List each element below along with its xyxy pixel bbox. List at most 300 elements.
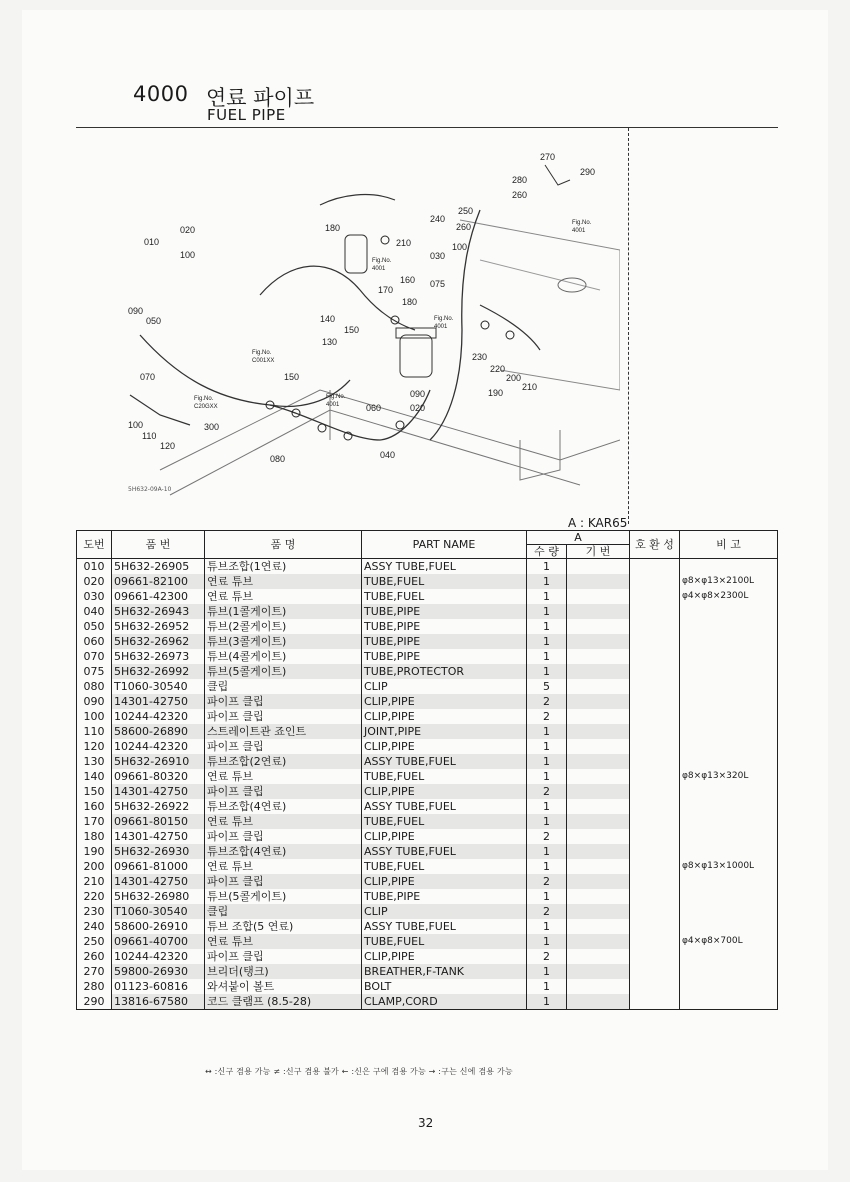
row-remarks	[680, 649, 778, 664]
row-no: 075	[77, 664, 112, 679]
section-title-ko: 연료 파이프	[206, 86, 315, 110]
row-part-no: 14301-42750	[112, 694, 205, 709]
row-part-name: BOLT	[362, 979, 527, 994]
row-part-no: 5H632-26922	[112, 799, 205, 814]
svg-text:210: 210	[396, 238, 412, 248]
row-remarks	[680, 754, 778, 769]
row-base-no	[567, 679, 630, 694]
row-compat	[630, 754, 680, 769]
row-remarks	[680, 844, 778, 859]
table-row	[77, 709, 778, 724]
row-part-no: 5H632-26930	[112, 844, 205, 859]
row-part-name: BREATHER,F-TANK	[362, 964, 527, 979]
svg-text:080: 080	[270, 454, 286, 464]
row-name-ko: 연료 튜브	[205, 814, 362, 829]
row-part-name: TUBE,FUEL	[362, 574, 527, 589]
row-remarks	[680, 559, 778, 575]
row-part-name: CLIP	[362, 904, 527, 919]
svg-text:200: 200	[506, 373, 522, 383]
compat-legend: ↔ :신구 겸용 가능 ≠ :신구 겸용 불가 ← :신은 구에 겸용 가능 → :구는 신에 겸용 가능	[205, 1067, 513, 1076]
row-part-no: 5H632-26952	[112, 619, 205, 634]
row-compat	[630, 664, 680, 679]
row-base-no	[567, 814, 630, 829]
row-name-ko: 브리더(탱크)	[205, 964, 362, 979]
row-no: 230	[77, 904, 112, 919]
row-no: 100	[77, 709, 112, 724]
row-compat	[630, 889, 680, 904]
row-part-name: TUBE,PIPE	[362, 889, 527, 904]
row-no: 140	[77, 769, 112, 784]
row-remarks	[680, 739, 778, 754]
row-part-name: CLIP,PIPE	[362, 829, 527, 844]
section-title-en: FUEL PIPE	[207, 106, 286, 124]
row-base-no	[567, 709, 630, 724]
row-part-name: CLIP,PIPE	[362, 784, 527, 799]
row-base-no	[567, 694, 630, 709]
row-base-no	[567, 874, 630, 889]
row-no: 260	[77, 949, 112, 964]
row-base-no	[567, 799, 630, 814]
col-qty: 수 량	[527, 545, 567, 559]
row-no: 240	[77, 919, 112, 934]
row-remarks	[680, 724, 778, 739]
row-part-no: 58600-26910	[112, 919, 205, 934]
row-part-name: CLIP,PIPE	[362, 949, 527, 964]
row-part-no: 5H632-26980	[112, 889, 205, 904]
row-part-no: 5H632-26962	[112, 634, 205, 649]
col-no: 도번	[77, 531, 112, 559]
row-no: 050	[77, 619, 112, 634]
table-row	[77, 859, 778, 874]
row-part-name: TUBE,PIPE	[362, 634, 527, 649]
row-no: 200	[77, 859, 112, 874]
svg-text:4001: 4001	[326, 402, 340, 408]
row-part-name: TUBE,FUEL	[362, 859, 527, 874]
row-qty: 1	[527, 604, 567, 619]
table-row	[77, 874, 778, 889]
svg-text:190: 190	[488, 388, 504, 398]
row-remarks: φ8×φ13×320L	[680, 769, 778, 784]
row-remarks	[680, 889, 778, 904]
row-name-ko: 클립	[205, 679, 362, 694]
table-row	[77, 844, 778, 859]
table-row	[77, 799, 778, 814]
col-name-ko: 품 명	[205, 531, 362, 559]
row-compat	[630, 694, 680, 709]
row-remarks	[680, 874, 778, 889]
row-no: 030	[77, 589, 112, 604]
row-name-ko: 연료 튜브	[205, 574, 362, 589]
row-part-no: 5H632-26992	[112, 664, 205, 679]
svg-text:070: 070	[140, 372, 156, 382]
row-remarks	[680, 694, 778, 709]
row-qty: 1	[527, 649, 567, 664]
row-compat	[630, 739, 680, 754]
row-compat	[630, 919, 680, 934]
row-compat	[630, 604, 680, 619]
table-row	[77, 949, 778, 964]
col-part-name: PART NAME	[362, 531, 527, 559]
row-qty: 2	[527, 694, 567, 709]
row-qty: 1	[527, 634, 567, 649]
row-part-no: 10244-42320	[112, 709, 205, 724]
row-name-ko: 튜브조합(4연료)	[205, 799, 362, 814]
svg-text:230: 230	[472, 352, 488, 362]
svg-text:210: 210	[522, 382, 538, 392]
row-base-no	[567, 649, 630, 664]
svg-text:110: 110	[142, 431, 157, 441]
row-part-no: 5H632-26973	[112, 649, 205, 664]
table-row	[77, 964, 778, 979]
row-compat	[630, 814, 680, 829]
figure-code: 5H632-09A-10	[128, 486, 172, 493]
row-remarks	[680, 994, 778, 1010]
row-remarks	[680, 619, 778, 634]
page-number: 32	[418, 1116, 434, 1130]
row-part-name: TUBE,PIPE	[362, 649, 527, 664]
row-name-ko: 코드 클램프 (8.5-28)	[205, 994, 362, 1010]
row-compat	[630, 709, 680, 724]
row-part-name: TUBE,PIPE	[362, 619, 527, 634]
row-remarks	[680, 784, 778, 799]
row-part-no: 14301-42750	[112, 784, 205, 799]
table-row	[77, 649, 778, 664]
row-name-ko: 연료 튜브	[205, 769, 362, 784]
row-qty: 2	[527, 874, 567, 889]
row-part-no: 5H632-26943	[112, 604, 205, 619]
row-part-name: TUBE,FUEL	[362, 769, 527, 784]
row-remarks	[680, 634, 778, 649]
row-base-no	[567, 964, 630, 979]
svg-text:240: 240	[430, 214, 446, 224]
row-part-name: TUBE,PROTECTOR	[362, 664, 527, 679]
row-base-no	[567, 919, 630, 934]
row-part-name: CLAMP,CORD	[362, 994, 527, 1010]
row-part-name: CLIP,PIPE	[362, 694, 527, 709]
row-part-no: 10244-42320	[112, 949, 205, 964]
row-remarks	[680, 664, 778, 679]
svg-text:075: 075	[430, 279, 446, 289]
row-part-name: ASSY TUBE,FUEL	[362, 844, 527, 859]
row-compat	[630, 829, 680, 844]
row-remarks	[680, 979, 778, 994]
row-qty: 2	[527, 829, 567, 844]
table-row	[77, 664, 778, 679]
svg-text:C001XX: C001XX	[252, 358, 275, 364]
row-part-no: T1060-30540	[112, 904, 205, 919]
row-compat	[630, 589, 680, 604]
svg-text:030: 030	[430, 251, 446, 261]
model-label: A : KAR65	[568, 516, 628, 530]
svg-text:090: 090	[410, 389, 426, 399]
section-code: 4000	[133, 82, 189, 106]
table-row	[77, 889, 778, 904]
row-qty: 2	[527, 784, 567, 799]
row-part-name: TUBE,FUEL	[362, 589, 527, 604]
row-compat	[630, 784, 680, 799]
row-base-no	[567, 844, 630, 859]
row-qty: 1	[527, 814, 567, 829]
svg-text:100: 100	[452, 242, 468, 252]
row-name-ko: 연료 튜브	[205, 589, 362, 604]
row-no: 280	[77, 979, 112, 994]
row-part-no: 10244-42320	[112, 739, 205, 754]
row-part-name: ASSY TUBE,FUEL	[362, 754, 527, 769]
row-name-ko: 클립	[205, 904, 362, 919]
row-no: 220	[77, 889, 112, 904]
row-qty: 1	[527, 664, 567, 679]
row-name-ko: 튜브(4콜게이트)	[205, 649, 362, 664]
row-no: 190	[77, 844, 112, 859]
table-row	[77, 754, 778, 769]
row-base-no	[567, 859, 630, 874]
row-base-no	[567, 634, 630, 649]
row-name-ko: 튜브(5콜게이트)	[205, 889, 362, 904]
col-compat: 호 환 성	[630, 531, 680, 559]
row-compat	[630, 964, 680, 979]
row-compat	[630, 634, 680, 649]
svg-text:Fig.No.: Fig.No.	[372, 258, 392, 264]
table-row	[77, 739, 778, 754]
row-remarks	[680, 949, 778, 964]
svg-text:Fig.No.: Fig.No.	[326, 394, 346, 400]
row-compat	[630, 874, 680, 889]
col-group-a: A	[527, 531, 630, 545]
row-base-no	[567, 589, 630, 604]
svg-text:Fig.No.: Fig.No.	[194, 396, 214, 402]
row-base-no	[567, 769, 630, 784]
row-base-no	[567, 604, 630, 619]
row-part-no: 59800-26930	[112, 964, 205, 979]
row-no: 090	[77, 694, 112, 709]
row-name-ko: 튜브(1콜게이트)	[205, 604, 362, 619]
row-part-no: 5H632-26910	[112, 754, 205, 769]
header-rule	[76, 127, 778, 128]
svg-text:Fig.No.: Fig.No.	[572, 220, 592, 226]
row-part-no: 5H632-26905	[112, 559, 205, 575]
svg-text:160: 160	[400, 275, 416, 285]
row-part-name: TUBE,FUEL	[362, 934, 527, 949]
row-base-no	[567, 619, 630, 634]
row-qty: 1	[527, 979, 567, 994]
row-base-no	[567, 664, 630, 679]
row-base-no	[567, 994, 630, 1010]
row-qty: 2	[527, 709, 567, 724]
svg-text:050: 050	[146, 316, 162, 326]
row-name-ko: 튜브(5콜게이트)	[205, 664, 362, 679]
table-row	[77, 694, 778, 709]
svg-text:260: 260	[456, 222, 472, 232]
row-qty: 1	[527, 724, 567, 739]
row-part-no: 14301-42750	[112, 829, 205, 844]
row-remarks	[680, 919, 778, 934]
row-name-ko: 스트레이트관 죠인트	[205, 724, 362, 739]
row-remarks	[680, 904, 778, 919]
table-row	[77, 574, 778, 589]
svg-text:090: 090	[128, 306, 144, 316]
svg-text:4001: 4001	[434, 324, 448, 330]
row-name-ko: 튜브(2콜게이트)	[205, 619, 362, 634]
table-row	[77, 784, 778, 799]
row-qty: 2	[527, 949, 567, 964]
svg-text:4001: 4001	[572, 228, 586, 234]
table-row	[77, 904, 778, 919]
row-compat	[630, 649, 680, 664]
row-name-ko: 튜브조합(2연료)	[205, 754, 362, 769]
table-row	[77, 634, 778, 649]
figure-divider	[628, 128, 629, 524]
row-part-name: CLIP	[362, 679, 527, 694]
svg-text:Fig.No.: Fig.No.	[434, 316, 454, 322]
row-no: 160	[77, 799, 112, 814]
row-base-no	[567, 739, 630, 754]
row-no: 210	[77, 874, 112, 889]
row-no: 010	[77, 559, 112, 575]
row-remarks	[680, 814, 778, 829]
svg-text:020: 020	[410, 403, 426, 413]
svg-text:140: 140	[320, 314, 336, 324]
row-part-no: 09661-81000	[112, 859, 205, 874]
row-part-name: JOINT,PIPE	[362, 724, 527, 739]
svg-text:180: 180	[402, 297, 418, 307]
row-name-ko: 와셔붙이 볼트	[205, 979, 362, 994]
parts-table	[76, 530, 778, 1010]
row-qty: 1	[527, 769, 567, 784]
row-no: 170	[77, 814, 112, 829]
svg-text:4001: 4001	[372, 266, 386, 272]
row-no: 250	[77, 934, 112, 949]
row-base-no	[567, 979, 630, 994]
row-base-no	[567, 949, 630, 964]
row-qty: 1	[527, 964, 567, 979]
row-qty: 2	[527, 904, 567, 919]
row-compat	[630, 844, 680, 859]
row-name-ko: 튜브조합(4연료)	[205, 844, 362, 859]
row-part-no: 58600-26890	[112, 724, 205, 739]
table-row	[77, 604, 778, 619]
table-row	[77, 979, 778, 994]
row-base-no	[567, 574, 630, 589]
col-part-no: 품 번	[112, 531, 205, 559]
row-qty: 1	[527, 889, 567, 904]
svg-text:130: 130	[322, 337, 338, 347]
row-remarks: φ4×φ8×700L	[680, 934, 778, 949]
table-row	[77, 934, 778, 949]
row-name-ko: 파이프 클립	[205, 694, 362, 709]
row-no: 150	[77, 784, 112, 799]
row-part-name: TUBE,FUEL	[362, 814, 527, 829]
row-compat	[630, 904, 680, 919]
svg-text:170: 170	[378, 285, 394, 295]
row-compat	[630, 949, 680, 964]
table-row	[77, 559, 778, 575]
svg-text:270: 270	[540, 152, 556, 162]
row-part-no: 09661-80150	[112, 814, 205, 829]
row-name-ko: 연료 튜브	[205, 859, 362, 874]
row-name-ko: 튜브조합(1연료)	[205, 559, 362, 575]
svg-text:180: 180	[325, 223, 341, 233]
row-compat	[630, 994, 680, 1010]
row-no: 080	[77, 679, 112, 694]
row-compat	[630, 979, 680, 994]
svg-text:010: 010	[144, 237, 160, 247]
row-qty: 1	[527, 919, 567, 934]
row-remarks	[680, 679, 778, 694]
row-name-ko: 파이프 클립	[205, 874, 362, 889]
table-header-row	[77, 531, 778, 545]
svg-text:040: 040	[380, 450, 396, 460]
row-base-no	[567, 829, 630, 844]
row-name-ko: 파이프 클립	[205, 739, 362, 754]
row-no: 020	[77, 574, 112, 589]
row-part-name: ASSY TUBE,FUEL	[362, 559, 527, 575]
row-compat	[630, 799, 680, 814]
row-base-no	[567, 724, 630, 739]
row-qty: 1	[527, 859, 567, 874]
row-name-ko: 파이프 클립	[205, 949, 362, 964]
row-remarks	[680, 604, 778, 619]
row-qty: 1	[527, 559, 567, 575]
table-row	[77, 829, 778, 844]
table-row	[77, 814, 778, 829]
row-compat	[630, 724, 680, 739]
svg-text:100: 100	[128, 420, 144, 430]
row-name-ko: 튜브(3콜게이트)	[205, 634, 362, 649]
svg-text:290: 290	[580, 167, 596, 177]
row-part-no: 09661-42300	[112, 589, 205, 604]
row-part-name: CLIP,PIPE	[362, 709, 527, 724]
row-compat	[630, 934, 680, 949]
row-name-ko: 파이프 클립	[205, 829, 362, 844]
row-part-name: CLIP,PIPE	[362, 874, 527, 889]
row-qty: 1	[527, 799, 567, 814]
row-compat	[630, 574, 680, 589]
row-remarks	[680, 799, 778, 814]
row-compat	[630, 559, 680, 575]
svg-text:250: 250	[458, 206, 474, 216]
svg-text:150: 150	[344, 325, 360, 335]
table-row	[77, 994, 778, 1010]
svg-text:100: 100	[180, 250, 196, 260]
svg-text:260: 260	[512, 190, 528, 200]
col-base-no: 기 번	[567, 545, 630, 559]
row-part-no: 01123-60816	[112, 979, 205, 994]
svg-text:120: 120	[160, 441, 176, 451]
table-row	[77, 724, 778, 739]
svg-text:220: 220	[490, 364, 506, 374]
svg-text:300: 300	[204, 422, 220, 432]
svg-text:C20GXX: C20GXX	[194, 404, 218, 410]
row-part-name: ASSY TUBE,FUEL	[362, 799, 527, 814]
row-base-no	[567, 754, 630, 769]
row-no: 290	[77, 994, 112, 1010]
row-qty: 1	[527, 589, 567, 604]
table-row	[77, 769, 778, 784]
row-qty: 1	[527, 574, 567, 589]
row-qty: 1	[527, 934, 567, 949]
row-part-no: 09661-40700	[112, 934, 205, 949]
row-base-no	[567, 889, 630, 904]
row-no: 130	[77, 754, 112, 769]
row-part-no: 09661-82100	[112, 574, 205, 589]
row-no: 060	[77, 634, 112, 649]
row-part-no: 14301-42750	[112, 874, 205, 889]
row-qty: 5	[527, 679, 567, 694]
row-no: 270	[77, 964, 112, 979]
row-part-no: T1060-30540	[112, 679, 205, 694]
row-remarks	[680, 709, 778, 724]
row-part-no: 13816-67580	[112, 994, 205, 1010]
